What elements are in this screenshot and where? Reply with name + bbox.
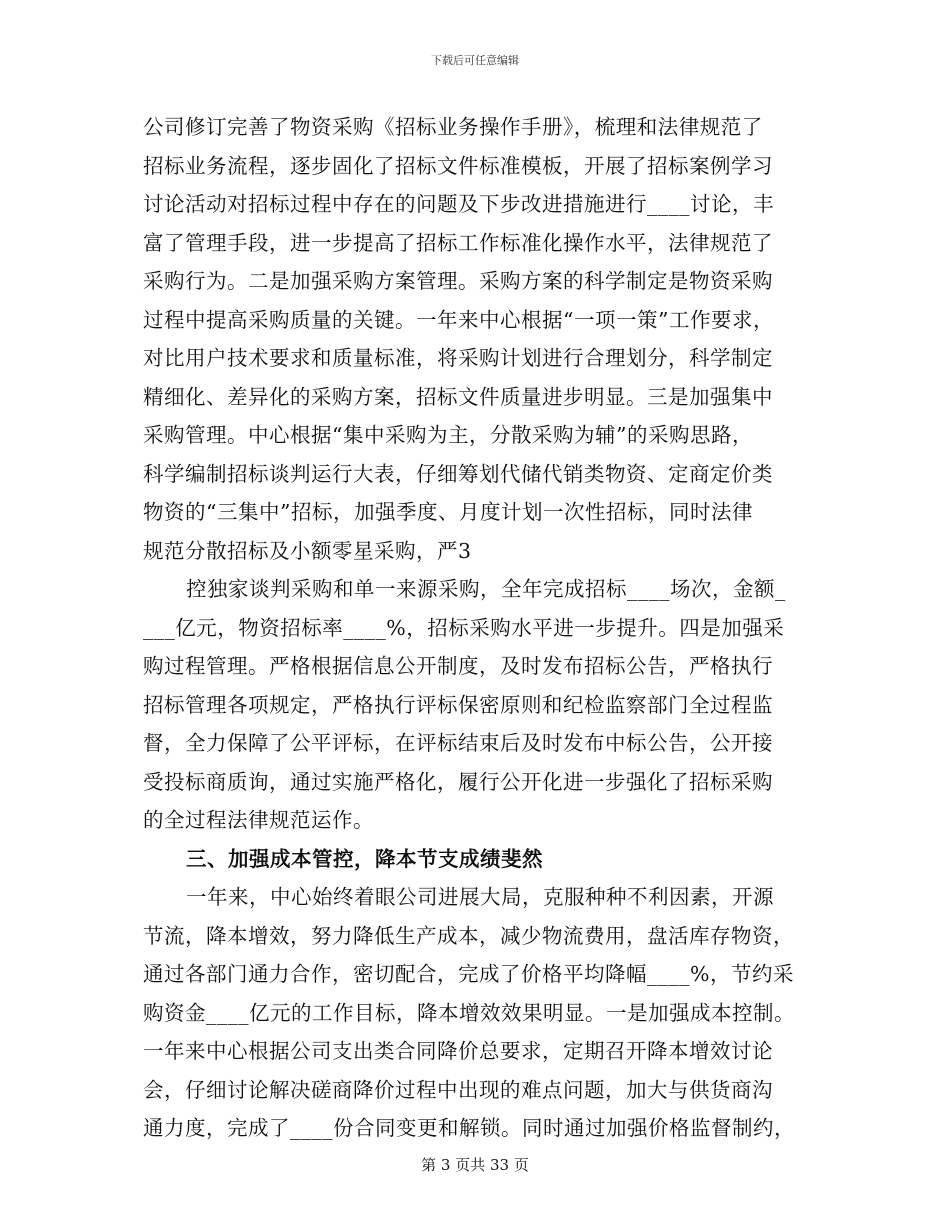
page-number: 第 3 页共 33 页 [421, 1156, 529, 1174]
body-line: 会，仔细讨论解决磋商降价过程中出现的难点问题，加大与供货商沟 [143, 1077, 773, 1102]
body-line: 招标业务流程，逐步固化了招标文件标准模板，开展了招标案例学习 [143, 153, 773, 178]
document-body [143, 108, 813, 1148]
body-line: 受投标商质询，通过实施严格化，履行公开化进一步强化了招标采购 [143, 769, 773, 794]
body-line: 督，全力保障了公平评标，在评标结束后及时发布中标公告，公开接 [143, 731, 773, 755]
body-line: 规范分散招标及小额零星采购，严3 [143, 538, 472, 563]
body-line: 通力度，完成了____份合同变更和解锁。同时通过加强价格监督制约， [143, 1116, 795, 1140]
body-line: 过程中提高采购质量的关键。一年来中心根据“一项一策”工作要求， [143, 307, 774, 332]
body-line: 科学编制招标谈判运行大表，仔细筹划代储代销类物资、定商定价类 [143, 461, 773, 486]
body-line: 招标管理各项规定，严格执行评标保密原则和纪检监察部门全过程监 [143, 692, 773, 717]
body-line: 购过程管理。严格根据信息公开制度，及时发布招标公告，严格执行 [143, 654, 773, 678]
body-line: 的全过程法律规范运作。 [143, 808, 374, 832]
paragraph-first-line: 一年来，中心始终着眼公司进展大局，克服种种不利因素，开源 [186, 885, 774, 909]
body-line: 对比用户技术要求和质量标准，将采购计划进行合理划分，科学制定 [143, 346, 773, 370]
body-line: 通过各部门通力合作，密切配合，完成了价格平均降幅____%，节约采 [143, 962, 794, 986]
body-line: 采购管理。中心根据“集中采购为主，分散采购为辅”的采购思路， [143, 423, 753, 447]
body-line: 一年来中心根据公司支出类合同降价总要求，定期召开降本增效讨论 [143, 1039, 773, 1063]
page-header: 下载后可任意编辑 [431, 54, 519, 67]
body-line: 讨论活动对招标过程中存在的问题及下步改进措施进行____讨论，丰 [143, 192, 774, 216]
paragraph-first-line: 控独家谈判采购和单一来源采购，全年完成招标____场次，金额_ [186, 577, 786, 601]
body-line: 公司修订完善了物资采购《招标业务操作手册》，梳理和法律规范了 [143, 115, 763, 139]
body-line: 精细化、差异化的采购方案，招标文件质量进步明显。三是加强集中 [143, 384, 773, 409]
body-line: 节流，降本增效，努力降低生产成本，减少物流费用，盘活库存物资， [143, 923, 794, 948]
body-line: 富了管理手段，进一步提高了招标工作标准化操作水平，法律规范了 [143, 230, 773, 255]
body-line: 购资金____亿元的工作目标，降本增效效果明显。一是加强成本控制。 [143, 1000, 795, 1025]
body-line: ___亿元，物资招标率____%，招标采购水平进一步提升。四是加强采 [143, 615, 785, 640]
body-line: 物资的“三集中”招标，加强季度、月度计划一次性招标，同时法律 [143, 500, 753, 524]
body-line: 采购行为。二是加强采购方案管理。采购方案的科学制定是物资采购 [143, 269, 773, 293]
section-heading: 三、加强成本管控，降本节支成绩斐然 [186, 846, 543, 871]
